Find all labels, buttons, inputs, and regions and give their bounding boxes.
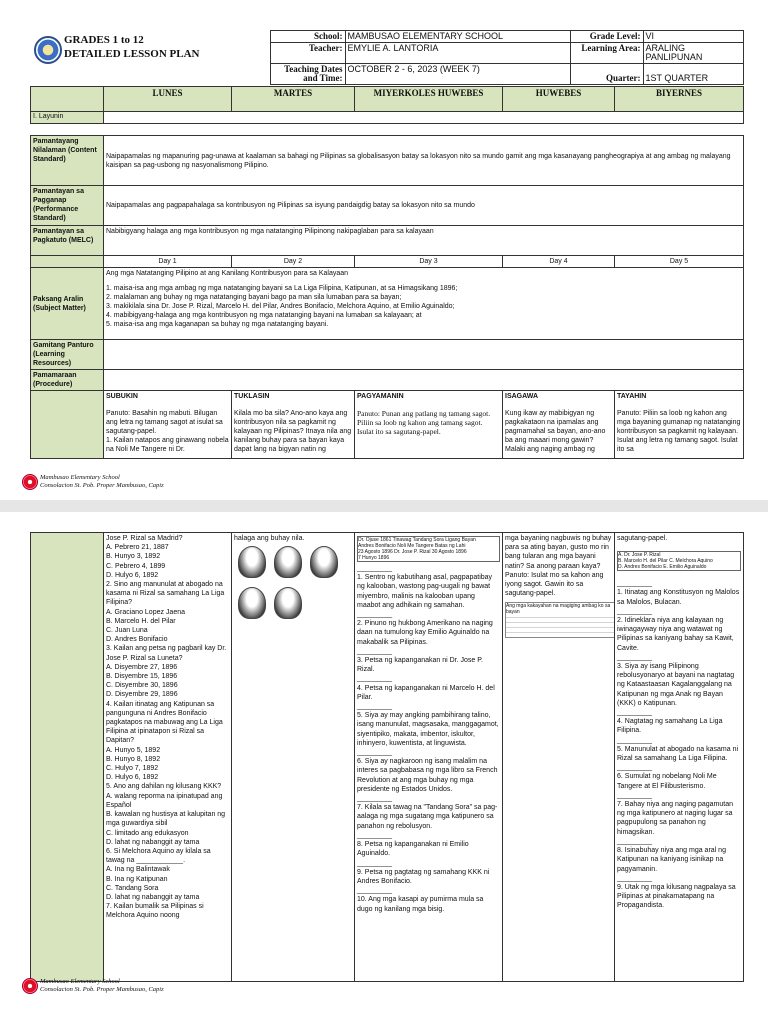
school-logo-icon bbox=[22, 474, 38, 490]
day-label-1: Day 1 bbox=[104, 256, 232, 268]
portrait-icon-2 bbox=[274, 546, 302, 578]
area-label: Learning Area: bbox=[570, 43, 643, 64]
portrait-icon-5 bbox=[274, 587, 302, 619]
tuklasin-text: Kilala mo ba sila? Ano-ano kaya ang kontribusyon nila sa pagkamit ng kalayaan ng Pilipinas? Itnaya nila ang kanilang buhay para sa bayan kaya dapat lang na bigyan natin ng bbox=[234, 410, 352, 453]
page2-table bbox=[30, 532, 744, 982]
isagawa-text: Kung ikaw ay mabibigyan ng pagkakataon na ipamalas ang pagmamahal sa bayan, ano-ano ba ang maaari mong gawin? Malaki ang naging ambag ng bbox=[505, 410, 606, 453]
footer2-line-2: Consolacion St. Pob. Proper Mambusao, Capiz bbox=[40, 986, 164, 993]
footer-line-1: Mambusao Elementary School bbox=[40, 474, 120, 481]
tayahin-top-text: sagutang-papel. bbox=[617, 535, 668, 542]
subject-matter-title: Ang mga Natatanging Pilipino at ang Kanilang Kontribusyon para sa Kalayaan bbox=[106, 270, 349, 277]
subukin-title: SUBUKIN bbox=[106, 393, 138, 400]
teacher-value: EMYLIE A. LANTORIA bbox=[345, 43, 570, 64]
subukin-questions: Jose P. Rizal sa Madrid? A. Pebrero 21, 1887 B. Hunyo 3, 1892 C. Pebrero 4, 1899 D. Hulyo 6, 1892 2. Sino ang manunulat at abogado na kasama ni Rizal sa samahang La Liga Filipina? A. Graciano Lopez Jaena B. Marcelo H. del Pilar C. Juan Luna D. Andres Bonifacio 3. Kailan ang petsa ng pagbaril kay Dr. Jose P. Rizal sa Luneta? A. Disyembre 27, 1896 B. Disyembre 15, 1896 C. Disyembre 30, 1896 D. Disyembre 29, 1896 4. Kailan itinatag ang Katipunan sa pangunguna ni Andres Bonifacio pagkatapos na mabuwag ang La Liga Filipina at ipinatapon si Rizal sa Dapitan? A. Hunyo 5, 1892 B. Hunyo 8, 1892 C. Hulyo 7, 1892 D. Hulyo 6, 1892 5. Ano ang dahilan ng kilusang KKK? A. walang reporma na ipinatupad ang Español B. kawalan ng hustisya at kalupitan ng mga guwardiya sibil C. limitado ang edukasyon D. lahat ng nabanggit ay tama 6. Si Melchora Aquino ay kilala sa tawag na ____________. A. Ina ng Balintawak B. Ina ng Katipunan C. Tandang Sora D. lahat ng nabanggit ay tama 7. Kailan bumalik sa Pilipinas si Melchora Aquino noong bbox=[104, 533, 232, 982]
footer2-line-1: Mambusao Elementary School bbox=[40, 978, 120, 985]
day-header-huwebes: HUWEBES bbox=[503, 87, 615, 112]
page-separator bbox=[0, 500, 768, 512]
subukin-text: Panuto: Basahin ng mabuti. Bilugan ang letra ng tamang sagot at isulat sa sagutang-papel. 1. Kailan natapos ang ginawang nobela na Noli Me Tangere ni Dr. bbox=[106, 410, 229, 453]
page-1 bbox=[0, 0, 768, 500]
content-standard-label: Pamantayang Nilalaman (Content Standard) bbox=[31, 136, 104, 186]
tuklasin-end-text: halaga ang buhay nila. bbox=[234, 535, 305, 542]
isagawa-continued bbox=[503, 533, 615, 982]
learning-resources-label: Gamitang Panturo (Learning Resources) bbox=[31, 340, 104, 370]
answer-choices-box: Dr. Ojuse 1861 Tinawag Tandang Sora Ligang Bayan Andres Bonifacio Noli Me Tangere Batas ng Lahi 23 Agosto 1896 Dr. Jose P. Rizal 30 Agosto 1896 7 Hunyo 1896 bbox=[357, 536, 500, 562]
tayahin-text: Panuto: Piliin sa loob ng kahon ang mga bayaning gumanap ng natatanging kontribusyon sa pagkamit ng kalayaan. Isulat ang letra ng tamang sagot. Isulat ito sa bbox=[617, 410, 741, 453]
subject-matter bbox=[104, 268, 744, 340]
title-line-2: DETAILED LESSON PLAN bbox=[64, 48, 200, 60]
teacher-label: Teacher: bbox=[270, 43, 345, 64]
performance-standard: Naipapamalas ang pagpapahalaga sa kontribusyon ng Pilipinas sa isyung pandaigdig batay sa lokasyon nito sa mundo bbox=[104, 186, 744, 226]
answer-box-title: Ang mga kakayahan na magiging ambag ko sa bayan bbox=[506, 603, 615, 615]
portrait-icon-4 bbox=[238, 587, 266, 619]
isagawa-title: ISAGAWA bbox=[505, 393, 539, 400]
tayahin-cell bbox=[615, 391, 744, 459]
portrait-icon-3 bbox=[310, 546, 338, 578]
main-table bbox=[30, 135, 744, 459]
footer-line-2: Consolacion St. Pob. Proper Mambusao, Capiz bbox=[40, 482, 164, 489]
content-standard: Naipapamalas ng mapanuring pag-unawa at kaalaman sa bahagi ng Pilipinas sa globalisasyon batay sa lokasyon nito sa mundo gamit ang mga kasanayang pangheograpiya at ang ambag ng malayang kaisipan sa pag-usbong ng nasyonalismong Pilipino. bbox=[104, 136, 744, 186]
header-table bbox=[30, 30, 744, 85]
isagawa-cell bbox=[503, 391, 615, 459]
performance-standard-label: Pamantayan sa Pagganap (Performance Standard) bbox=[31, 186, 104, 226]
melc-label: Pamantayan sa Pagkatuto (MELC) bbox=[31, 226, 104, 256]
day-label-5: Day 5 bbox=[615, 256, 744, 268]
school-label: School: bbox=[270, 31, 345, 43]
footer bbox=[40, 474, 164, 490]
day-header-biyernes: BIYERNES bbox=[615, 87, 744, 112]
heroes-choices-box: A. Dr. Jose P. Rizal B. Marcelo H. del Pilar C. Melchora Aquino D. Andres Bonifacio E. Emilio Aguinaldo bbox=[617, 551, 741, 571]
dates-value: OCTOBER 2 - 6, 2023 (WEEK 7) bbox=[345, 64, 570, 85]
title-line-1: GRADES 1 to 12 bbox=[64, 34, 144, 46]
subject-matter-items: 1. maisa-isa ang mga ambag ng mga natatanging bayani sa La Liga Filipina, Katipunan, at sa Himagsikang 1896; 2. malalaman ang buhay ng mga natatanging bayani bago pa man sila lumaban para sa bayan; 3. makikilala sina Dr. Jose P. Rizal, Marcelo H. del Pilar, Andres Bonifacio, Melchora Aquino, at Emilio Aguinaldo; 4. mabibigyang-halaga ang mga kontribusyon ng mga natatanging bayani na lumaban sa kalayaan; at 5. maisa-isa ang mga kaganapan sa buhay ng mga natatanging bayani. bbox=[106, 285, 458, 328]
pagyamanin-items: _________ 1. Sentro ng kabutihang asal, pagpapatibay ng kalooban, wastong pag-uugali ng bawat miyembro, malinis na kalooban upang maabot ang adhikain ng samahan. _________ 2. Pinuno ng hukbong Amerikano na naging daan na tumulong kay Emilio Aguinaldo na makabalik sa Pilipinas. _________ 3. Petsa ng kapanganakan ni Dr. Jose P. Rizal. _________ 4. Petsa ng kapanganakan ni Marcelo H. del Pilar. _________ 5. Siya ay may angking pambihirang talino, isang manunulat, magsasaka, manggagamot, siyentipiko, makata, imbentor, iskultor, inhinyero, kuwentista, at linguwista. _________ 6. Siya ay nagkaroon ng isang malalim na interes sa pagbabasa ng mga libro sa French Revolution at ang mga buhay ng mga presidente ng Estados Unidos. _________ 7. Kilala sa tawag na "Tandang Sora" sa pag-aalaga ng mga sugatang mga katipunero sa panahon ng rebolusyon. _________ 8. Petsa ng kapanganakan ni Emilio Aguinaldo. _________ 9. Petsa ng pagtatag ng samahang KKK ni Andres Bonifacio. _________ 10. Ang mga kasapi ay pumirma mula sa dugo ng kanilang mga bisig. bbox=[357, 565, 499, 913]
day-header-martes: MARTES bbox=[232, 87, 355, 112]
day-label-3: Day 3 bbox=[355, 256, 503, 268]
dates-label: Teaching Dates and Time: bbox=[270, 64, 345, 85]
day-header-lunes: LUNES bbox=[104, 87, 232, 112]
school-value: MAMBUSAO ELEMENTARY SCHOOL bbox=[345, 31, 570, 43]
pagyamanin-text: Panuto: Punan ang patlang ng tamang sagot. Piliin sa loob ng kahon ang tamang sagot. Isulat ito sa sagutang-papel. bbox=[357, 409, 491, 436]
melc-text: Nabibigyang halaga ang mga kontribusyon ng mga natatanging Pilipinong nakipaglaban para sa kalayaan bbox=[104, 226, 744, 256]
portrait-icon-1 bbox=[238, 546, 266, 578]
pagyamanin-cell bbox=[355, 391, 503, 459]
page-2 bbox=[0, 512, 768, 1024]
grade-value: VI bbox=[643, 31, 743, 43]
layunin-label: I. Layunin bbox=[31, 112, 104, 124]
tuklasin-cell bbox=[232, 391, 355, 459]
area-value: ARALING PANLIPUNAN bbox=[643, 43, 743, 64]
hero-portraits bbox=[234, 543, 352, 625]
quarter-label: Quarter: bbox=[570, 64, 643, 85]
tuklasin-continued bbox=[232, 533, 355, 982]
day-label-4: Day 4 bbox=[503, 256, 615, 268]
days-table bbox=[30, 86, 744, 124]
answer-box bbox=[505, 602, 615, 638]
tayahin-items: _________ 1. Itinatag ang Konstitusyon ng Malolos sa Malolos, Bulacan. _________ 2. Idineklara niya ang kalayaan ng iwinagayway niya ang watawat ng Pilipinas sa kaniyang bahay sa Kawit, Cavite. _________ 3. Siya ay isang Pilipinong rebolusyonaryo at bayani na nagtatag ng Kataastaasan Kagalanggalang na Katipunan ng mga Anak ng Bayan (KKK) o Katipunan. _________ 4. Nagtatag ng samahang La Liga Filipina. _________ 5. Manunulat at abogado na kasama ni Rizal sa samahang La Liga Filipina. _________ 6. Sumulat ng nobelang Noli Me Tangere at El Filibusterismo. _________ 7. Bahay niya ang naging pagamutan ng mga katipunero at naging lugar sa pagpupulong sa panahon ng himagsikan. _________ 8. Isinabuhay niya ang mga aral ng Katipunan na kaniyang isinikap na pagyamanin. _________ 9. Utak ng mga kilusang nagpalaya sa Pilipinas at pinakamatapang na Propagandista. bbox=[617, 580, 740, 910]
pagyamanin-continued bbox=[355, 533, 503, 982]
grade-label: Grade Level: bbox=[570, 31, 643, 43]
pagyamanin-title: PAGYAMANIN bbox=[357, 393, 404, 400]
tuklasin-title: TUKLASIN bbox=[234, 393, 270, 400]
footer-2 bbox=[40, 978, 164, 994]
subject-matter-label: Paksang Aralin (Subject Matter) bbox=[31, 268, 104, 340]
school-logo-icon-2 bbox=[22, 978, 38, 994]
subukin-cell bbox=[104, 391, 232, 459]
isagawa-end-text: mga bayaning nagbuwis ng buhay para sa ating bayan, gusto mo rin bang tularan ang mga bayani natin? Sa anong paraan kaya? Panuto: Isulat mo sa kahon ang iyong sagot. Gawin ito sa sagutang-papel. bbox=[505, 535, 612, 598]
tayahin-title: TAYAHIN bbox=[617, 393, 647, 400]
quarter-value: 1ST QUARTER bbox=[643, 64, 743, 85]
tayahin-continued bbox=[615, 533, 744, 982]
day-header-miyerkoles: MIYERKOLES HUWEBES bbox=[355, 87, 503, 112]
procedure-label: Pamamaraan (Procedure) bbox=[31, 370, 104, 391]
day-label-2: Day 2 bbox=[232, 256, 355, 268]
